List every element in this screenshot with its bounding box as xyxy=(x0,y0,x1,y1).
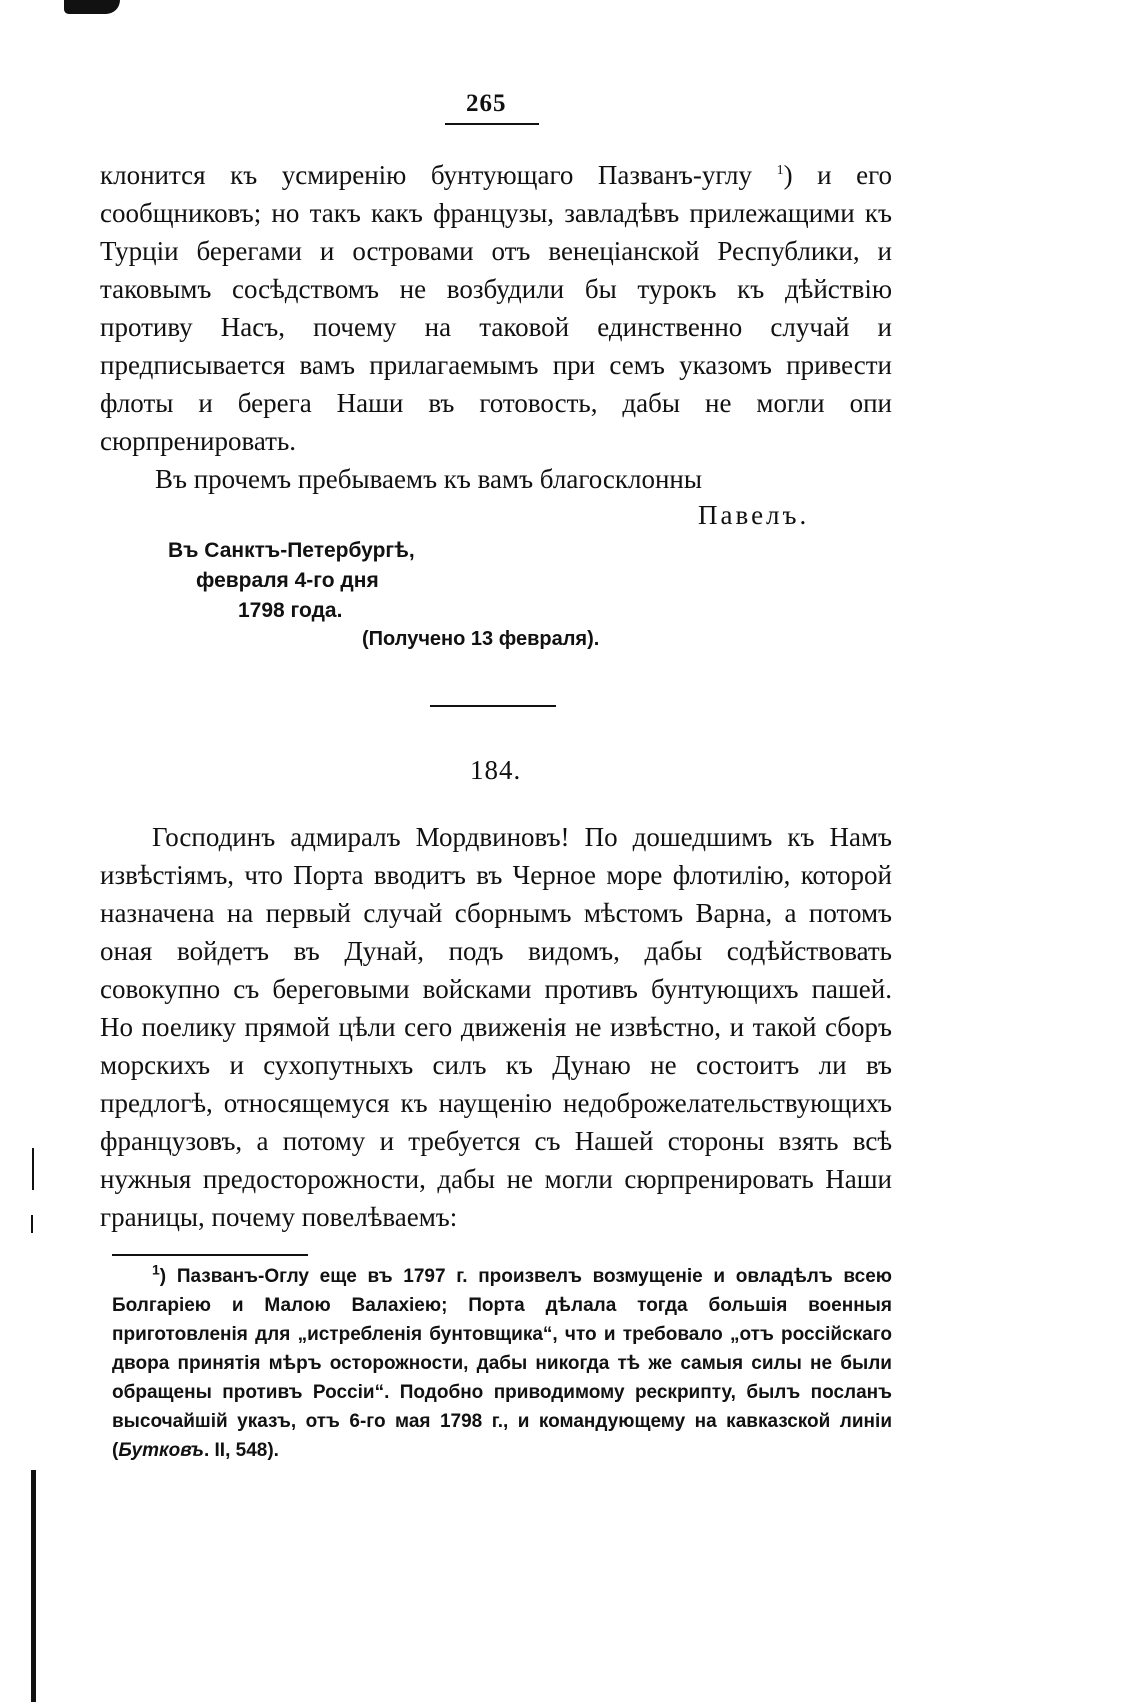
letter-183-text-cont: ) и его сообщниковъ; но такъ какъ французы, завладѣвъ прилежащими къ Турціи берегами и островами отъ венеціанской Республики, и таковымъ сосѣдствомъ не возбудили бы турокъ къ дѣйствію противу Насъ, почему на таковой единственно случай и предписывается вамъ прилагаемымъ при семъ указомъ привести флоты и берега Наши въ готовость, дабы не могли опи сюрпренировать. xyxy=(100,160,893,456)
page-number-underline xyxy=(445,123,539,125)
year-line: 1798 года. xyxy=(238,599,343,622)
footnote-citation-tail: . II, 548). xyxy=(203,1440,279,1461)
footnote-reference: 1 xyxy=(776,163,784,178)
footnote-divider xyxy=(112,1254,308,1256)
footnote xyxy=(112,1262,892,1465)
footnote-text: ) Пазванъ-Оглу еще въ 1797 г. произвелъ возмущеніе и овладѣлъ всею Болгаріею и Малою Валахіею; Порта дѣлала тогда большія военныя приготовленія для „истребленія бунтовщика“, что и требовало „отъ россійскаго двора принятія мѣръ осторожности, дабы никогда тѣ же самыя силы не были обращены противъ Россіи“. Подобно приводимому рескрипту, былъ посланъ высочайшій указъ, отъ 6-го мая 1798 г., и командующему на кавказской линіи ( xyxy=(112,1266,892,1461)
letter-184-text: Господинъ адмиралъ Мордвиновъ! По дошедшимъ къ Намъ извѣстіямъ, что Порта вводитъ въ Черное море флотилію, которой назначена на первый случай сборнымъ мѣстомъ Варна, а потомъ оная войдетъ въ Дунай, подъ видомъ, дабы содѣйствовать совокупно съ береговыми войсками противъ бунтующихъ пашей. Но поелику прямой цѣли сего движенія не извѣстно, и такой сборъ морскихъ и сухопутныхъ силъ къ Дунаю не состоитъ ли въ предлогѣ, относящемуся къ наущенію недоброжелательствующихъ французовъ, а потому и требуется съ Нашей стороны взять всѣ нужныя предосторожности, дабы не могли сюрпренировать Наши границы, почему повелѣваемъ: xyxy=(100,822,892,1232)
section-separator xyxy=(430,705,556,707)
footnote-citation: Бутковъ xyxy=(118,1440,204,1461)
page-number: 265 xyxy=(466,90,507,117)
received-note: (Получено 13 февраля). xyxy=(362,628,600,650)
letter-183-text: клонится къ усмиренію бунтующаго Пазванъ-углу xyxy=(100,160,753,190)
margin-mark xyxy=(32,1148,34,1190)
document-number: 184. xyxy=(470,755,522,785)
date-line: февраля 4-го дня xyxy=(196,569,379,592)
letter-184-body xyxy=(100,818,892,1236)
binding-edge xyxy=(31,1470,36,1702)
footnote-marker: 1 xyxy=(152,1261,160,1278)
place-line: Въ Санктъ-Петербургѣ, xyxy=(168,539,415,562)
margin-mark xyxy=(31,1215,33,1233)
signature: Павелъ. xyxy=(698,500,810,530)
letter-183-continuation xyxy=(100,156,892,460)
closing-phrase: Въ прочемъ пребываемъ къ вамъ благосклонны xyxy=(155,464,703,494)
ink-blot xyxy=(64,0,120,14)
